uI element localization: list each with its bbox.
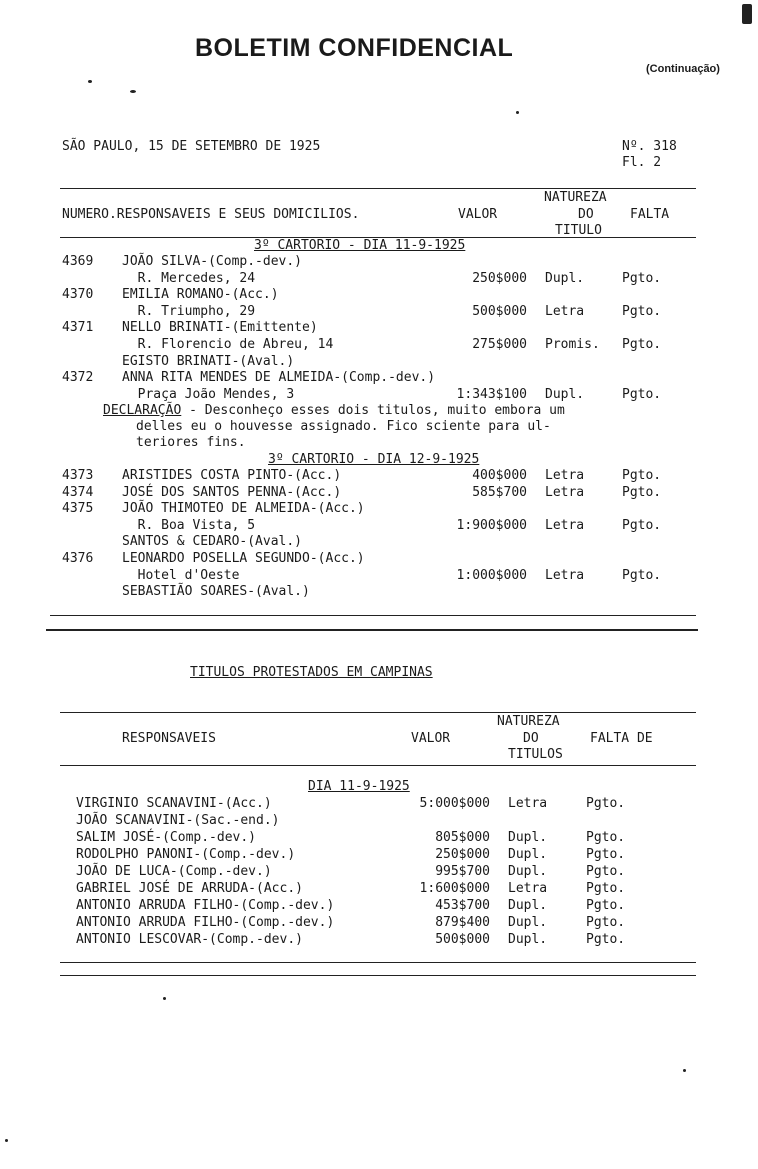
place-date: SÃO PAULO, 15 DE SETEMBRO DE 1925 [62, 139, 321, 154]
row-responsavel: JOÃO SILVA-(Comp.-dev.) [122, 254, 303, 269]
row-number: 4373 [62, 468, 94, 483]
row-natureza: Letra [508, 881, 548, 896]
table1-bottom-rule [50, 615, 696, 616]
row-falta: Pgto. [586, 932, 626, 947]
table2-end-rule [60, 975, 696, 976]
row-responsavel: NELLO BRINATI-(Emittente) [122, 320, 318, 336]
sheet-number: Fl. 2 [622, 155, 662, 170]
scan-speck [163, 997, 166, 1000]
row-responsavel: SANTOS & CEDARO-(Aval.) [122, 534, 303, 550]
row-falta: Pgto. [586, 864, 626, 879]
row-responsavel: JOSÉ DOS SANTOS PENNA-(Acc.) [122, 484, 342, 500]
row-responsavel: SEBASTIÃO SOARES-(Aval.) [122, 584, 310, 600]
row-responsavel: ANTONIO ARRUDA FILHO-(Comp.-dev.) [76, 915, 335, 930]
page-title: BOLETIM CONFIDENCIAL [195, 34, 514, 62]
row-responsavel: SALIM JOSÉ-(Comp.-dev.) [76, 830, 257, 845]
row-valor: 1:343$100 [456, 386, 527, 402]
row-number: 4370 [62, 287, 94, 303]
row-responsavel: ANNA RITA MENDES DE ALMEIDA-(Comp.-dev.) [122, 370, 436, 386]
row-falta: Pgto. [586, 898, 626, 913]
t1-col-natureza-1: NATUREZA [544, 190, 607, 205]
row-natureza: Promis. [545, 337, 600, 352]
row-number: 4375 [62, 501, 94, 517]
t1-col-responsaveis: NUMERO.RESPONSAVEIS E SEUS DOMICILIOS. [62, 207, 360, 222]
row-responsavel: R. Triumpho, 29 [122, 303, 256, 319]
row-falta: Pgto. [586, 830, 626, 845]
row-valor: 250$000 [472, 270, 527, 286]
row-natureza: Letra [545, 303, 585, 319]
row-responsavel: GABRIEL JOSÉ DE ARRUDA-(Acc.) [76, 881, 303, 896]
row-valor: 400$000 [472, 468, 527, 483]
declaration-label: DECLARAÇÃO [103, 403, 182, 418]
row-valor: 1:900$000 [456, 517, 527, 533]
row-responsavel: R. Boa Vista, 5 [122, 517, 256, 533]
row-valor: 879$400 [435, 915, 490, 930]
row-natureza: Dupl. [545, 270, 585, 286]
row-responsavel: ANTONIO ARRUDA FILHO-(Comp.-dev.) [76, 898, 335, 913]
row-natureza: Dupl. [508, 932, 548, 947]
row-falta: Pgto. [586, 847, 626, 862]
row-valor: 1:000$000 [456, 567, 527, 583]
row-responsavel: VIRGINIO SCANAVINI-(Acc.) [76, 796, 272, 811]
table2-bottom-rule [60, 962, 696, 963]
row-valor: 995$700 [435, 864, 490, 879]
row-valor: 805$000 [435, 830, 490, 845]
row-number: 4372 [62, 370, 94, 386]
table1-top-rule [60, 188, 696, 189]
row-natureza: Letra [545, 567, 585, 583]
table1-end-rule [46, 629, 698, 631]
section1-title: 3º CARTORIO - DIA 11-9-1925 [254, 238, 466, 253]
row-natureza: Letra [508, 796, 548, 811]
row-valor: 275$000 [472, 337, 527, 352]
row-valor: 500$000 [435, 932, 490, 947]
row-responsavel: EMILIA ROMANO-(Acc.) [122, 287, 279, 303]
table2-top-rule [60, 712, 696, 713]
row-responsavel: R. Florencio de Abreu, 14 [122, 337, 334, 352]
row-natureza: Letra [545, 484, 585, 500]
scan-speck [130, 90, 136, 93]
row-falta: Pgto. [622, 567, 662, 583]
scan-speck [88, 80, 92, 83]
scan-speck [683, 1069, 686, 1072]
row-falta: Pgto. [622, 303, 662, 319]
declaration [103, 403, 565, 419]
row-natureza: Dupl. [508, 847, 548, 862]
row-falta: Pgto. [622, 484, 662, 500]
table2-header-rule [60, 765, 696, 766]
scan-speck [742, 4, 752, 24]
t1-col-valor: VALOR [458, 207, 498, 222]
row-number: 4376 [62, 551, 94, 566]
t2-col-responsaveis: RESPONSAVEIS [122, 731, 216, 746]
declaration-line-3: teriores fins. [136, 435, 246, 450]
row-responsavel: LEONARDO POSELLA SEGUNDO-(Acc.) [122, 551, 365, 566]
row-falta: Pgto. [622, 468, 662, 483]
row-falta: Pgto. [622, 517, 662, 533]
t2-col-natureza-3: TITULOS [508, 747, 563, 762]
scan-speck [5, 1139, 8, 1142]
row-responsavel: Hotel d'Oeste [122, 567, 240, 583]
continuation-label: (Continuação) [646, 63, 720, 75]
row-natureza: Dupl. [508, 864, 548, 879]
t1-col-natureza-3: TITULO [555, 223, 602, 238]
bulletin-number: Nº. 318 [622, 139, 677, 154]
row-responsavel: R. Mercedes, 24 [122, 270, 256, 286]
row-natureza: Letra [545, 468, 585, 483]
row-valor: 453$700 [435, 898, 490, 913]
row-valor: 500$000 [472, 303, 527, 319]
row-natureza: Dupl. [508, 830, 548, 845]
row-natureza: Dupl. [508, 915, 548, 930]
row-natureza: Dupl. [545, 386, 585, 402]
row-valor: 5:000$000 [419, 796, 490, 811]
t1-col-falta: FALTA [630, 207, 670, 222]
row-responsavel: JOÃO SCANAVINI-(Sac.-end.) [76, 813, 280, 828]
row-falta: Pgto. [622, 386, 662, 402]
row-responsavel: ANTONIO LESCOVAR-(Comp.-dev.) [76, 932, 303, 947]
row-valor: 250$000 [435, 847, 490, 862]
row-responsavel: RODOLPHO PANONI-(Comp.-dev.) [76, 847, 296, 862]
row-natureza: Letra [545, 517, 585, 533]
section2-title: 3º CARTORIO - DIA 12-9-1925 [268, 452, 480, 467]
table2-section-title: DIA 11-9-1925 [308, 779, 410, 794]
row-responsavel: JOÃO THIMOTEO DE ALMEIDA-(Acc.) [122, 501, 365, 517]
t1-col-natureza-2: DO [578, 207, 594, 222]
t2-col-falta: FALTA DE [590, 731, 653, 746]
t2-col-natureza-2: DO [523, 731, 539, 746]
row-falta: Pgto. [622, 337, 662, 352]
scan-speck [516, 111, 519, 114]
t2-col-valor: VALOR [411, 731, 451, 746]
row-number: 4374 [62, 484, 94, 500]
row-responsavel: ARISTIDES COSTA PINTO-(Acc.) [122, 468, 342, 483]
row-responsavel: JOÃO DE LUCA-(Comp.-dev.) [76, 864, 272, 879]
row-falta: Pgto. [586, 915, 626, 930]
row-number: 4369 [62, 254, 94, 269]
row-valor: 1:600$000 [419, 881, 490, 896]
row-responsavel: EGISTO BRINATI-(Aval.) [122, 353, 295, 369]
t2-col-natureza-1: NATUREZA [497, 714, 560, 729]
row-falta: Pgto. [586, 796, 626, 811]
row-responsavel: Praça João Mendes, 3 [122, 386, 295, 402]
row-valor: 585$700 [472, 484, 527, 500]
row-falta: Pgto. [622, 270, 662, 286]
campinas-heading: TITULOS PROTESTADOS EM CAMPINAS [190, 665, 433, 680]
row-natureza: Dupl. [508, 898, 548, 913]
row-number: 4371 [62, 320, 94, 336]
declaration-line-1: - Desconheço esses dois titulos, muito embora um [181, 403, 565, 418]
declaration-line-2: delles eu o houvesse assignado. Fico sciente para ul- [136, 419, 551, 434]
row-falta: Pgto. [586, 881, 626, 896]
